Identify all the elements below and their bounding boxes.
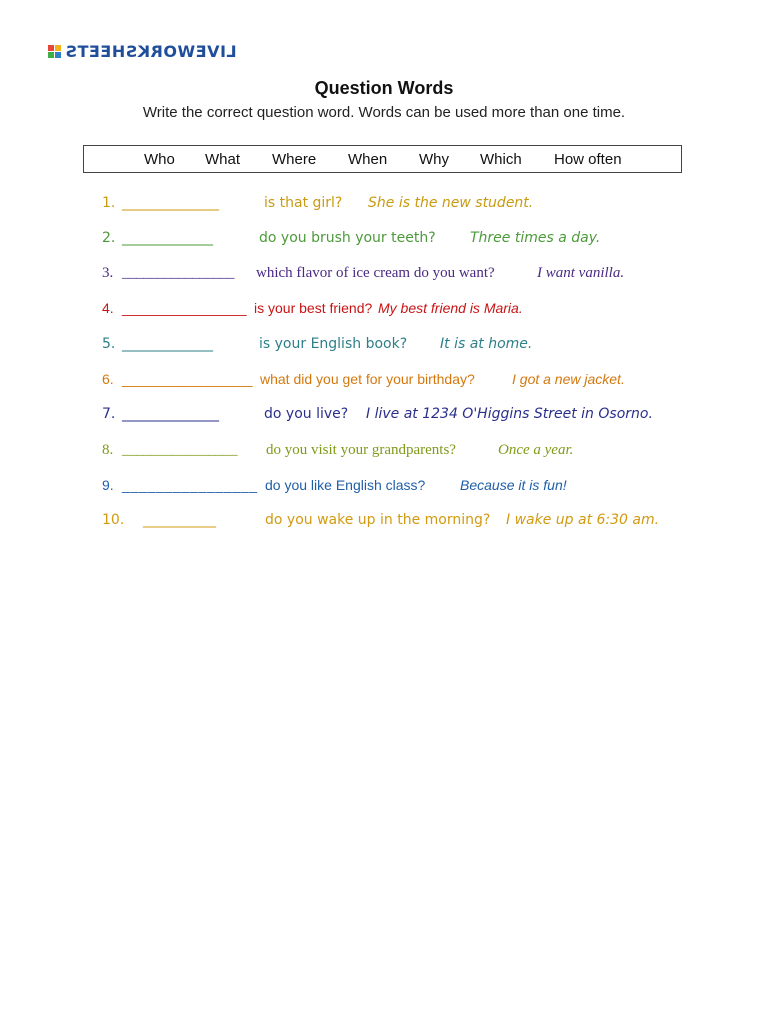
instructions: Write the correct question word. Words can be used more than one time. xyxy=(142,104,626,121)
question-text: do you wake up in the morning? xyxy=(265,512,491,528)
answer-blank[interactable]: ________________ xyxy=(122,336,212,352)
logo-text: LIVEWORKSHEETS xyxy=(65,42,237,61)
question-text: do you brush your teeth? xyxy=(259,230,436,246)
question-text: is that girl? xyxy=(264,195,343,211)
answer-blank[interactable]: _____________ xyxy=(143,512,215,528)
answer-text: My best friend is Maria. xyxy=(378,300,523,316)
liveworksheets-logo xyxy=(48,42,237,61)
answer-text: She is the new student. xyxy=(368,195,534,211)
answer-blank[interactable]: ________________ xyxy=(122,477,258,493)
word-why: Why xyxy=(419,151,449,168)
question-number: 5. xyxy=(102,336,116,352)
question-text: is your English book? xyxy=(259,336,408,352)
answer-text: I wake up at 6:30 am. xyxy=(506,512,660,528)
word-who: Who xyxy=(144,151,175,168)
answer-text: I got a new jacket. xyxy=(512,371,625,387)
question-text: do you visit your grandparents? xyxy=(266,442,456,458)
answer-blank[interactable]: ________________ xyxy=(122,195,218,211)
answer-text: I want vanilla. xyxy=(537,265,625,281)
question-number: 7. xyxy=(102,406,116,422)
logo-squares-icon xyxy=(48,45,61,58)
word-which: Which xyxy=(480,151,522,168)
question-number: 9. xyxy=(102,477,114,493)
question-number: 10. xyxy=(102,512,125,528)
answer-blank[interactable]: ________________ xyxy=(122,265,234,281)
answer-text: Once a year. xyxy=(498,442,574,458)
answer-text: Because it is fun! xyxy=(460,477,567,493)
answer-text: It is at home. xyxy=(440,336,533,352)
question-number: 1. xyxy=(102,195,116,211)
word-where: Where xyxy=(272,151,317,168)
answer-text: Three times a day. xyxy=(470,230,601,246)
page-title: Question Words xyxy=(314,78,454,98)
word-how-often: How often xyxy=(554,151,622,168)
answer-blank[interactable]: ________________ xyxy=(122,442,238,458)
question-text: do you like English class? xyxy=(265,477,426,493)
question-number: 6. xyxy=(102,371,114,387)
answer-blank[interactable]: ________________ xyxy=(122,230,212,246)
answer-blank[interactable]: ________________ xyxy=(122,371,253,387)
question-number: 8. xyxy=(102,442,114,458)
question-text: which flavor of ice cream do you want? xyxy=(256,265,495,281)
question-text: do you live? xyxy=(264,406,349,422)
question-number: 4. xyxy=(102,300,114,316)
word-bank xyxy=(83,145,682,173)
question-text: what did you get for your birthday? xyxy=(260,371,475,387)
answer-blank[interactable]: ________________ xyxy=(122,300,247,316)
word-what: What xyxy=(205,151,241,168)
word-when: When xyxy=(348,151,388,168)
question-text: is your best friend? xyxy=(254,300,373,316)
question-number: 2. xyxy=(102,230,116,246)
answer-text: I live at 1234 O'Higgins Street in Osorno. xyxy=(366,406,653,422)
question-number: 3. xyxy=(102,265,114,281)
answer-blank[interactable]: ________________ xyxy=(122,406,218,422)
